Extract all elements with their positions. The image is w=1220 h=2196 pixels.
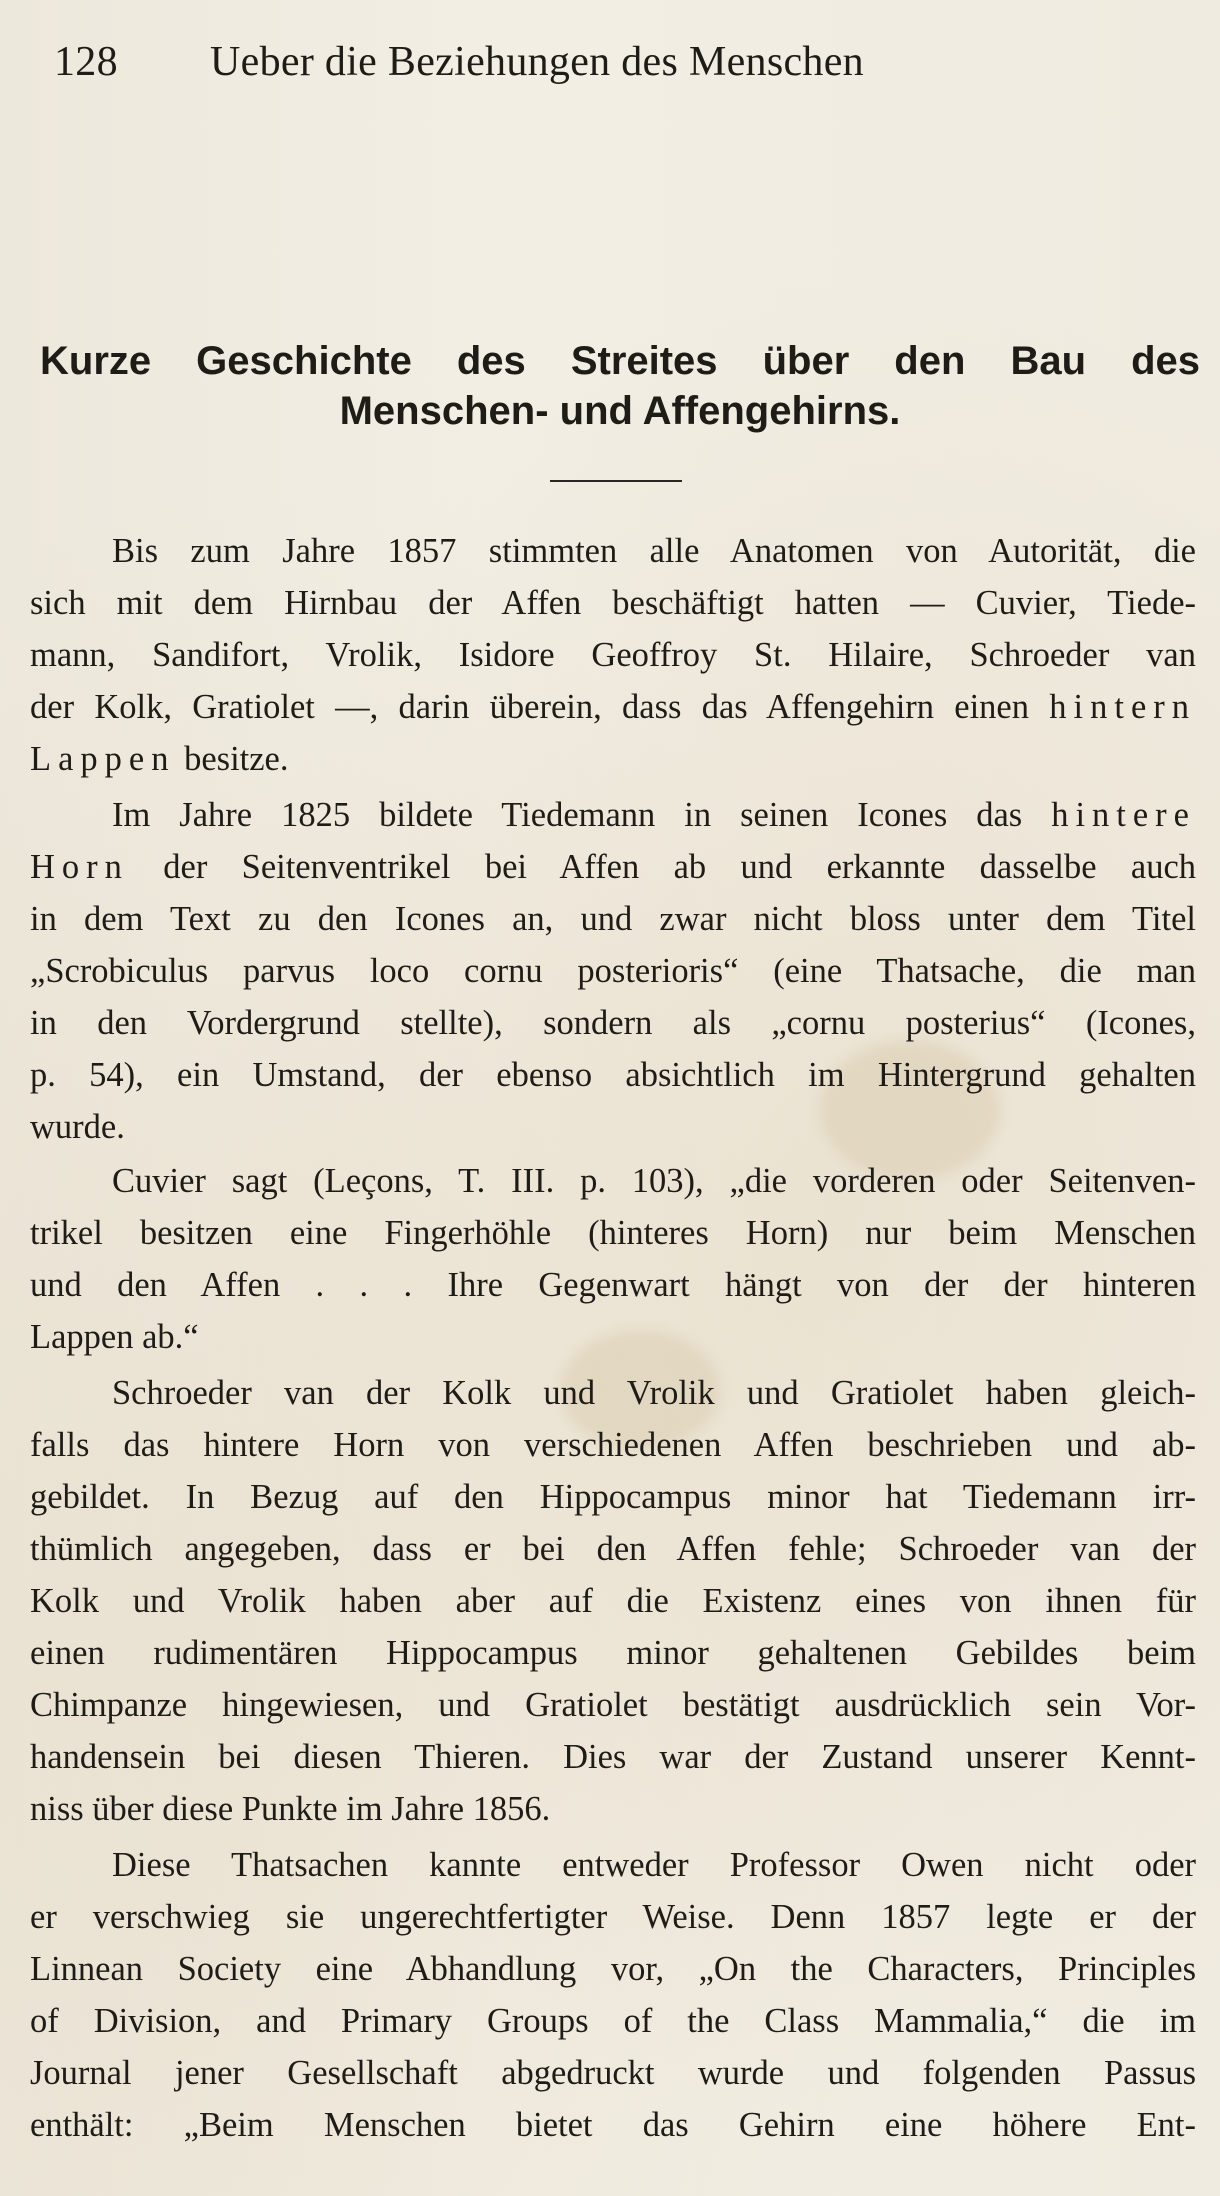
text-segment: der Kolk, Gratiolet —, darin überein, dass das Affengehirn einen — [30, 688, 1029, 726]
page-number: 128 — [54, 39, 118, 85]
text-segment: der Seitenventrikel bei Affen ab und erkannte dasselbe auch — [163, 848, 1197, 886]
emphasized-word: hintere — [1051, 796, 1196, 834]
emphasized-word: Horn — [30, 848, 129, 886]
text-line: Kolk und Vrolik haben aber auf die Existenz eines von ihnen für — [30, 1582, 1196, 1620]
heading-rule — [550, 480, 682, 482]
text-line: Schroeder van der Kolk und Vrolik und Gratiolet haben gleich- — [112, 1374, 1196, 1412]
text-line: Journal jener Gesellschaft abgedruckt wurde und folgenden Passus — [30, 2054, 1196, 2092]
text-line — [30, 681, 1196, 733]
section-heading — [40, 336, 1200, 436]
section-heading-line: Kurze Geschichte des Streites über den Bau des — [40, 339, 1200, 383]
emphasized-word: hintern — [1049, 688, 1197, 726]
page-header — [54, 38, 1154, 98]
section-heading-line: Menschen- und Affengehirns. — [339, 389, 901, 433]
running-title: Ueber die Beziehungen des Menschen — [210, 39, 864, 85]
text-line: of Division, and Primary Groups of the Class Mammalia,“ die im — [30, 2002, 1196, 2040]
text-line: mann, Sandifort, Vrolik, Isidore Geoffroy St. Hilaire, Schroeder van — [30, 636, 1196, 674]
text-segment: Im Jahre 1825 bildete Tiedemann in seinen Icones das — [112, 796, 1023, 834]
text-line: in dem Text zu den Icones an, und zwar nicht bloss unter dem Titel — [30, 900, 1196, 938]
text-line: enthält: „Beim Menschen bietet das Gehirn eine höhere Ent- — [30, 2106, 1196, 2144]
text-line — [30, 841, 1196, 893]
text-line: „Scrobiculus parvus loco cornu posterioris“ (eine Thatsache, die man — [30, 952, 1196, 990]
text-line: Linnean Society eine Abhandlung vor, „On the Characters, Principles — [30, 1950, 1196, 1988]
text-line: handensein bei diesen Thieren. Dies war der Zustand unserer Kennt- — [30, 1738, 1196, 1776]
text-line: Diese Thatsachen kannte entweder Professor Owen nicht oder — [112, 1846, 1196, 1884]
emphasized-word: Lappen — [30, 740, 176, 778]
text-line: Bis zum Jahre 1857 stimmten alle Anatomen von Autorität, die — [112, 532, 1196, 570]
text-line: und den Affen . . . Ihre Gegenwart hängt von der der hinteren — [30, 1266, 1196, 1304]
text-line: falls das hintere Horn von verschiedenen Affen beschrieben und ab- — [30, 1426, 1196, 1464]
text-line: in den Vordergrund stellte), sondern als „cornu posterius“ (Icones, — [30, 1004, 1196, 1042]
text-segment: besitze. — [184, 740, 289, 778]
text-line — [112, 789, 1196, 841]
text-line: er verschwieg sie ungerechtfertigter Weise. Denn 1857 legte er der — [30, 1898, 1196, 1936]
text-line: sich mit dem Hirnbau der Affen beschäftigt hatten — Cuvier, Tiede- — [30, 584, 1196, 622]
text-line: gebildet. In Bezug auf den Hippocampus minor hat Tiedemann irr- — [30, 1478, 1196, 1516]
text-line: p. 54), ein Umstand, der ebenso absichtlich im Hintergrund gehalten — [30, 1056, 1196, 1094]
text-line: Chimpanze hingewiesen, und Gratiolet bestätigt ausdrücklich sein Vor- — [30, 1686, 1196, 1724]
text-line: einen rudimentären Hippocampus minor gehaltenen Gebildes beim — [30, 1634, 1196, 1672]
text-line: Lappen ab.“ — [30, 1318, 199, 1356]
text-line: trikel besitzen eine Fingerhöhle (hinteres Horn) nur beim Menschen — [30, 1214, 1196, 1252]
text-line: wurde. — [30, 1108, 125, 1146]
text-line: thümlich angegeben, dass er bei den Affen fehle; Schroeder van der — [30, 1530, 1196, 1568]
text-line: Cuvier sagt (Leçons, T. III. p. 103), „die vorderen oder Seitenven- — [112, 1162, 1196, 1200]
text-line: niss über diese Punkte im Jahre 1856. — [30, 1790, 551, 1828]
text-line — [30, 733, 1196, 785]
